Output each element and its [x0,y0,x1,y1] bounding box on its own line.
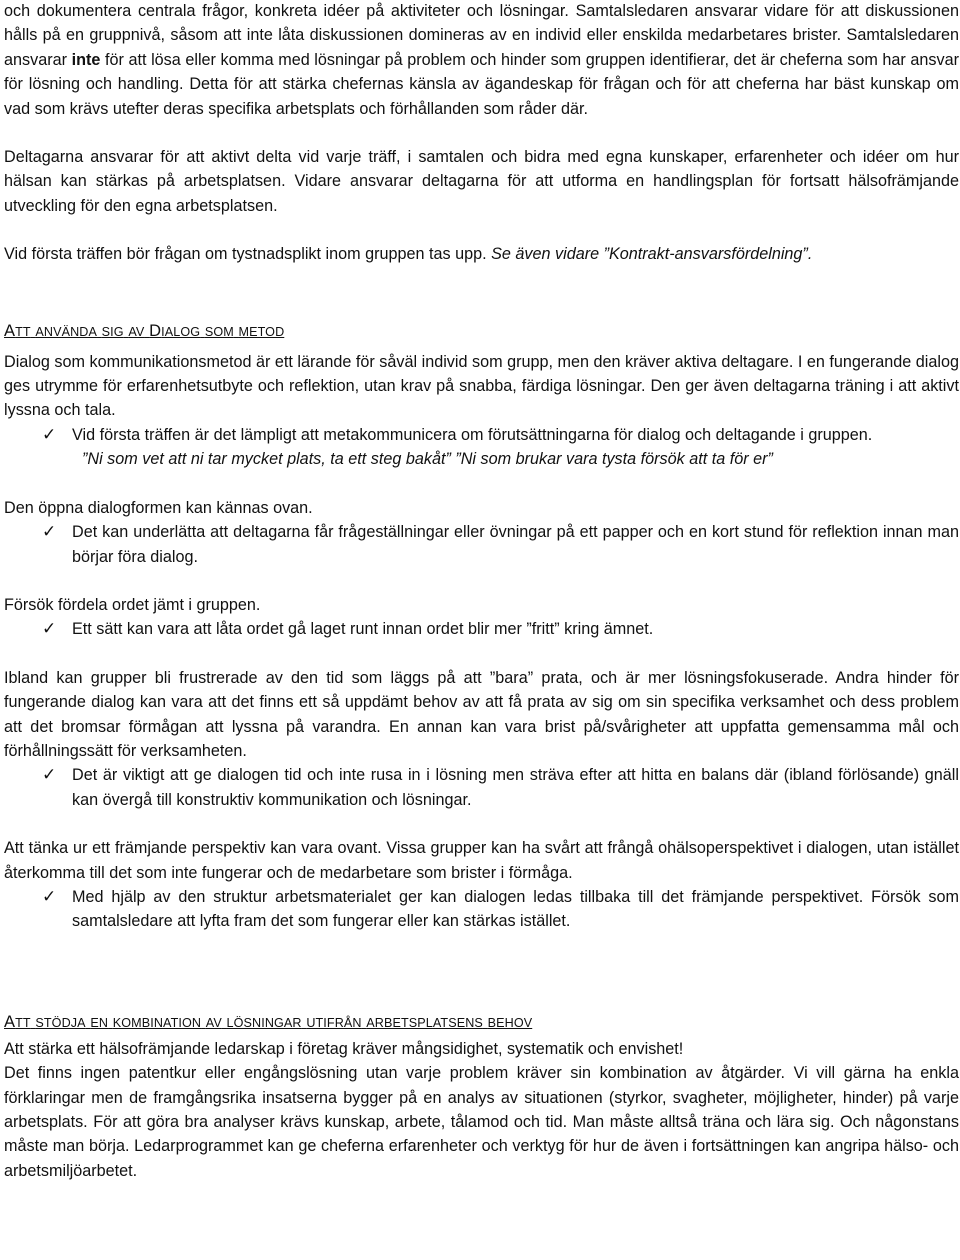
checkmark-icon: ✓ [42,765,57,785]
checkmark-icon: ✓ [42,886,57,906]
checkmark-icon: ✓ [42,619,57,639]
heading-kombination: ATT STÖDJA EN KOMBINATION AV LÖSNINGAR UTIFRÅN ARBETSPLATSENS BEHOV [4,1012,533,1031]
paragraph-deltagarna: Deltagarna ansvarar för att aktivt delta vid varje träff, i samtalen och bidra med egna kunskaper, erfarenheter och idéer om hur hälsan kan stärkas på arbetsplatsen. Vidare ansvarar deltagarna för att utforma en handlingsplan för fortsatt hälsofrämjande utveckling för den egna arbetsplatsen. [4,148,959,215]
paragraph-patentkur: Det finns ingen patentkur eller engångslösning utan varje problem kräver sin kombination av åtgärder. Vi vill gärna ha enkla förklaringar men de framgångsrika insatserna bygger på en analys av situationen (styrkor, svagheter, möjligheter, hinder) på varje arbetsplats. För att göra bra analyser krävs kunskap, arbete, tålamod och tid. Man måste alltså träna och lära sig. Och någonstans måste man börja. Ledarprogrammet kan ge cheferna erfarenheter och verktyg för hur de även i fortsättningen kan angripa hälso- och arbetsmiljöarbetet. [4,1064,959,1180]
paragraph-mangsidighet: Att stärka ett hälsofrämjande ledarskap i företag kräver mångsidighet, systematik och envishet! [4,1039,684,1058]
check-item: ✓ Ett sätt kan vara att låta ordet gå laget runt innan ordet blir mer ”fritt” kring ämnet. [4,617,959,641]
check-item: ✓ Det kan underlätta att deltagarna får frågeställningar eller övningar på ett papper och en kort stund för reflektion innan man börjar föra dialog. [4,520,959,569]
paragraph-samtalsledare: och dokumentera centrala frågor, konkreta idéer på aktiviteter och lösningar. Samtalsledaren ansvarar vidare för att diskussionen hålls på en gruppnivå, såsom att inte låta diskussionen domineras av en individ eller enskilda medarbetares brister. Samtalsledaren ansvarar inte för att lösa eller komma med lösningar på problem och hinder som gruppen identifierar, det är cheferna som har ansvar för lösning och handling. Detta för att stärka chefernas känsla av ägandeskap för frågan och för att cheferna har bäst kunskap om vad som krävs utefter deras specifika arbetsplats och förhållanden som råder där. [4,2,960,118]
check-item: ✓ Vid första träffen är det lämpligt att metakommunicera om förutsättningarna för dialog och deltagande i gruppen. [4,423,959,447]
emphasis-inte: inte [71,50,101,69]
paragraph-frustrerade: Ibland kan grupper bli frustrerade av den tid som läggs på att ”bara” prata, och är mer lösningsfokuserade. Andra hinder för fungerande dialog kan vara att det finns ett så uppdämt behov av att få prata av sig om sin specifika verksamhet och dess problem att det bromsar förmågan att lyssna på varandra. En annan kan vara brist på/svårigheter att uppfatta gemensamma mål och förhållningssätt för verksamheten. [4,668,959,760]
document-page [4,0,959,1183]
checkmark-icon: ✓ [42,522,57,542]
paragraph-oppna-dialog: Den öppna dialogformen kan kännas ovan. [4,498,313,517]
paragraph-fordela-ordet: Försök fördela ordet jämt i gruppen. [4,595,261,614]
paragraph-tystnadsplikt: Vid första träffen bör frågan om tystnadsplikt inom gruppen tas upp. Se även vidare ”Kontrakt-ansvarsfördelning”. [4,245,813,264]
reference-kontrakt: Se även vidare ”Kontrakt-ansvarsfördelning”. [491,245,813,264]
quote-example: ”Ni som vet att ni tar mycket plats, ta ett steg bakåt” ”Ni som brukar vara tysta försök att ta för er” [82,450,773,469]
heading-dialog-metod: ATT ANVÄNDA SIG AV DIALOG SOM METOD [4,321,285,340]
paragraph-framjande: Att tänka ur ett främjande perspektiv kan vara ovant. Vissa grupper kan ha svårt att frångå ohälsoperspektivet i dialogen, utan istället återkomma till det som inte fungerar och de medarbetare som brister i förmåga. [4,839,959,882]
check-item: ✓ Det är viktigt att ge dialogen tid och inte rusa in i lösning men sträva efter att hitta en balans där (ibland förlösande) gnäll kan övergå till konstruktiv kommunikation och lösningar. [4,763,959,812]
checkmark-icon: ✓ [42,424,57,444]
check-item: ✓ Med hjälp av den struktur arbetsmaterialet ger kan dialogen ledas tillbaka till det främjande perspektivet. Försök som samtalsledare att lyfta fram det som fungerar eller kan stärkas istället. [4,885,959,934]
paragraph-dialog: Dialog som kommunikationsmetod är ett lärande för såväl individ som grupp, men den kräver aktiva deltagare. I en fungerande dialog ges utrymme för erfarenhetsutbyte och reflektion, utan krav på snabba, färdiga lösningar. Den ger även deltagarna träning i att aktivt lyssna och tala. [4,352,959,420]
